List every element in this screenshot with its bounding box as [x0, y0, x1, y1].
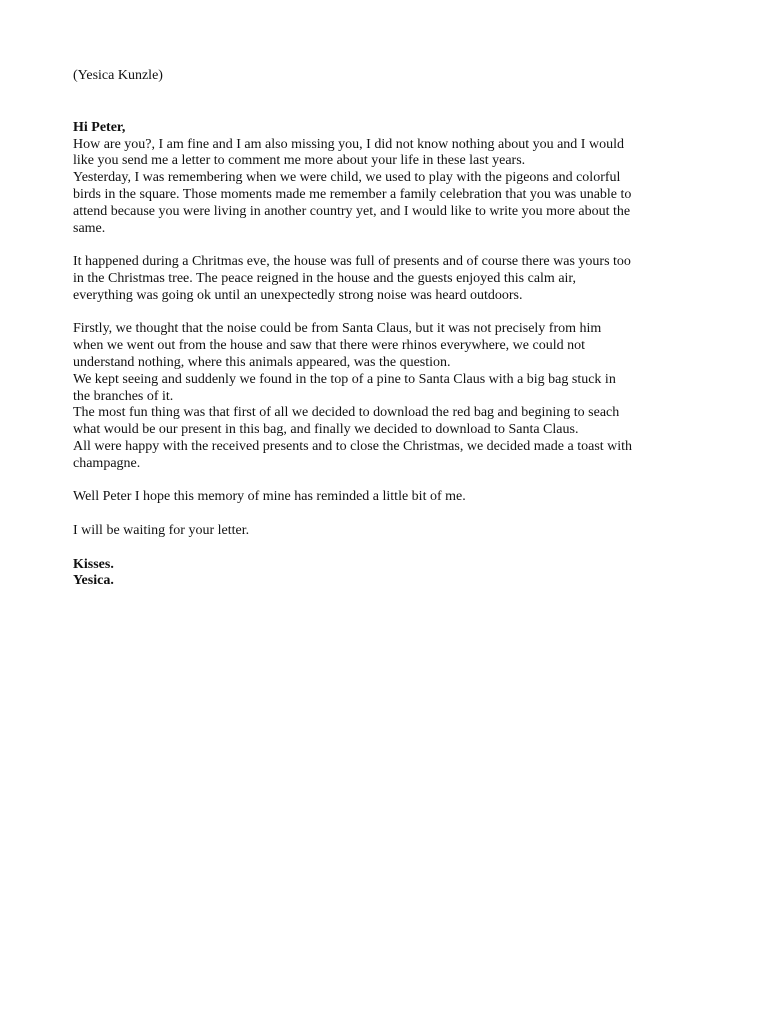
- paragraph-spacer: [73, 237, 703, 254]
- paragraph-1: [73, 137, 703, 238]
- text-line: Yesterday, I was remembering when we were child, we used to play with the pigeons and colorful: [73, 170, 621, 186]
- paragraph-spacer: [73, 506, 703, 523]
- text-line: understand nothing, where this animals appeared, was the question.: [73, 354, 451, 370]
- text-line: when we went out from the house and saw that there were rhinos everywhere, we could not: [73, 338, 585, 354]
- paragraph-spacer: [73, 305, 703, 322]
- text-line: same.: [73, 220, 106, 236]
- text-line: champagne.: [73, 455, 141, 471]
- text-line: what would be our present in this bag, and finally we decided to download to Santa Claus.: [73, 422, 579, 438]
- text-line: We kept seeing and suddenly we found in the top of a pine to Santa Claus with a big bag stuck in: [73, 371, 616, 387]
- text-line: birds in the square. Those moments made me remember a family celebration that you was unable to: [73, 186, 632, 202]
- text-line: All were happy with the received presents and to close the Christmas, we decided made a toast with: [73, 438, 633, 454]
- text-line: in the Christmas tree. The peace reigned in the house and the guests enjoyed this calm air,: [73, 270, 577, 286]
- signature: Yesica.: [73, 573, 114, 589]
- paragraph-3: [73, 321, 703, 472]
- text-line: Firstly, we thought that the noise could be from Santa Claus, but it was not precisely from him: [73, 321, 602, 337]
- paragraph-spacer: [73, 473, 703, 490]
- paragraph-2: [73, 254, 703, 304]
- letter-page: [73, 68, 703, 590]
- paragraph-spacer: [73, 540, 703, 557]
- text-line: the branches of it.: [73, 388, 174, 404]
- text-line: like you send me a letter to comment me more about your life in these last years.: [73, 153, 526, 169]
- paragraph-4: Well Peter I hope this memory of mine has reminded a little bit of me.: [73, 489, 466, 505]
- text-line: The most fun thing was that first of all we decided to download the red bag and begining to seach: [73, 405, 620, 421]
- text-line: attend because you were living in another country yet, and I would like to write you more about the: [73, 203, 631, 219]
- closing: Kisses.: [73, 556, 114, 572]
- text-line: How are you?, I am fine and I am also missing you, I did not know nothing about you and I would: [73, 136, 624, 152]
- greeting: Hi Peter,: [73, 119, 126, 135]
- text-line: everything was going ok until an unexpectedly strong noise was heard outdoors.: [73, 287, 523, 303]
- text-line: It happened during a Chritmas eve, the house was full of presents and of course there was yours too: [73, 254, 631, 270]
- paragraph-5: I will be waiting for your letter.: [73, 522, 250, 538]
- letter-header: (Yesica Kunzle): [73, 68, 163, 83]
